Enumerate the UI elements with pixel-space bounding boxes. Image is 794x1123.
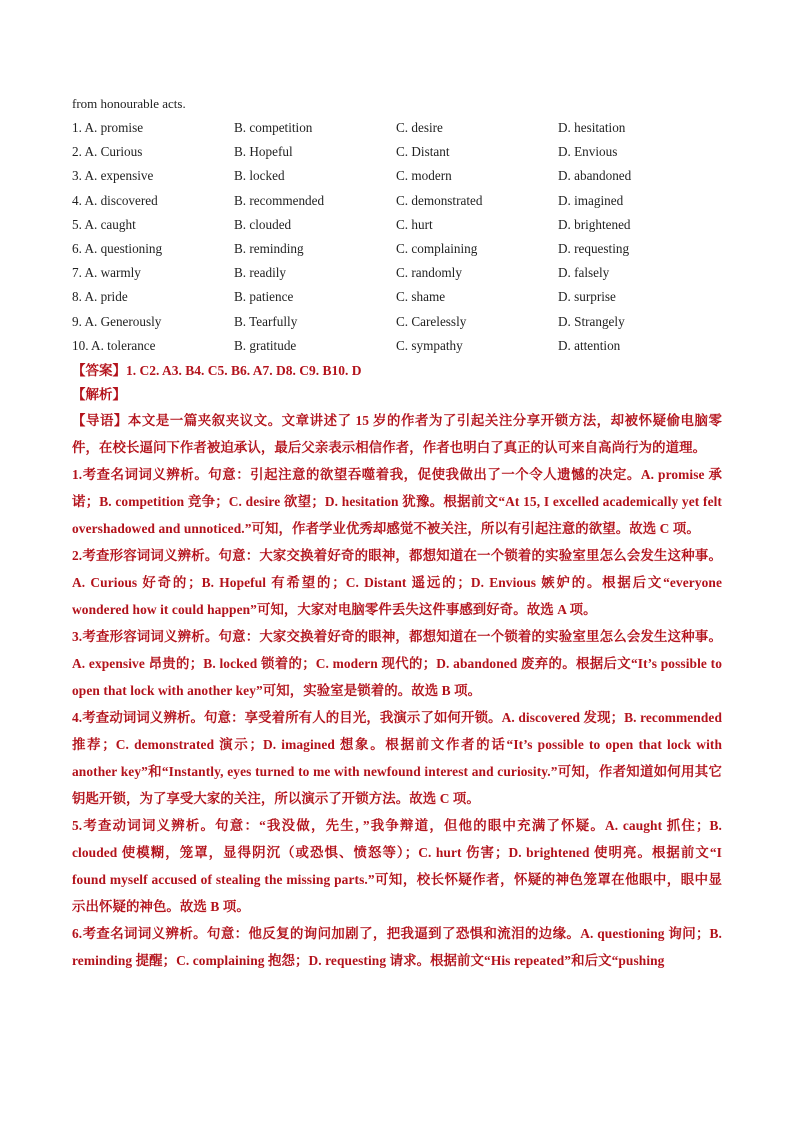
option-a: 8. A. pride (72, 289, 128, 305)
option-c: C. hurt (396, 216, 433, 232)
option-b: B. locked (234, 168, 285, 184)
option-a: 3. A. expensive (72, 168, 154, 184)
option-c: C. desire (396, 120, 443, 136)
option-a: 6. A. questioning (72, 241, 163, 257)
option-row (72, 164, 722, 188)
explanation-1: 1.考查名词词义辨析。句意：引起注意的欲望吞噬着我，促使我做出了一个令人遗憾的决定。A. promise 承诺；B. competition 竞争；C. desire 欲望；D. hesitation 犹豫。根据前文“At 15, I excelled academically yet felt overshadowed and unnoticed.”可知，作者学业优秀却感觉不被关注，所以有引起注意的欲望。故选 C 项。 (72, 466, 722, 536)
option-row (72, 261, 722, 285)
option-d: D. abandoned (558, 168, 632, 184)
document-page (72, 94, 722, 974)
option-a: 10. A. tolerance (72, 337, 156, 353)
option-d: D. hesitation (558, 120, 626, 136)
option-b: B. readily (234, 265, 287, 281)
option-d: D. imagined (558, 192, 624, 208)
option-b: B. clouded (234, 216, 292, 232)
option-d: D. brightened (558, 216, 631, 232)
option-c: C. randomly (396, 265, 462, 281)
option-b: B. gratitude (234, 337, 297, 353)
option-c: C. shame (396, 289, 446, 305)
option-b: B. competition (234, 120, 313, 136)
option-d: D. surprise (558, 289, 616, 305)
option-c: C. modern (396, 168, 452, 184)
option-d: D. requesting (558, 241, 630, 257)
option-c: C. demonstrated (396, 192, 483, 208)
option-row (72, 334, 722, 358)
option-d: D. Envious (558, 144, 618, 160)
option-c: C. Carelessly (396, 313, 467, 329)
explanation-5: 5.考查动词词义辨析。句意：“我没做，先生，”我争辩道，但他的眼中充满了怀疑。A. caught 抓住；B. clouded 使模糊，笼罩，显得阴沉（或恐惧、愤怒等）；C. hurt 伤害；D. brightened 使明亮。根据前文“I found myself accused of stealing the missing parts.”可知，校长怀疑作者，怀疑的神色笼罩在他眼中，眼中显示出怀疑的神色。故选 B 项。 (72, 817, 722, 914)
option-d: D. falsely (558, 265, 610, 281)
option-row (72, 140, 722, 164)
explanation-4: 4.考查动词词义辨析。句意：享受着所有人的目光，我演示了如何开锁。A. discovered 发现；B. recommended 推荐；C. demonstrated 演示；D. imagined 想象。根据前文作者的话“It’s possible to open that lock with another key”和“Instantly, eyes turned to me with newfound interest and curiosity.”可知，作者知道如何用其它钥匙开锁，为了享受大家的关注，所以演示了开锁方法。故选 C 项。 (72, 709, 722, 806)
guide-paragraph: 【导语】本文是一篇夹叙夹议文。文章讲述了 15 岁的作者为了引起关注分享开锁方法，却被怀疑偷电脑零件，在校长逼问下作者被迫承认，最后父亲表示相信作者，作者也明白了真正的认可来自高尚行为的道理。 (72, 412, 722, 455)
analysis-heading: 【解析】 (72, 386, 126, 402)
options-list (72, 116, 722, 358)
option-b: B. reminding (234, 241, 304, 257)
option-row (72, 310, 722, 334)
option-a: 1. A. promise (72, 120, 144, 136)
explanation-3: 3.考查形容词词义辨析。句意：大家交换着好奇的眼神，都想知道在一个锁着的实验室里怎么会发生这种事。A. expensive 昂贵的；B. locked 锁着的；C. modern 现代的；D. abandoned 废弃的。根据后文“It’s possible to open that lock with another key”可知，实验室是锁着的。故选 B 项。 (72, 628, 722, 698)
option-a: 5. A. caught (72, 216, 136, 232)
explanation-2: 2.考查形容词词义辨析。句意：大家交换着好奇的眼神，都想知道在一个锁着的实验室里怎么会发生这种事。A. Curious 好奇的；B. Hopeful 有希望的；C. Distant 遥远的；D. Envious 嫉妒的。根据后文“everyone wondered how it could happen”可知，大家对电脑零件丢失这件事感到好奇。故选 A 项。 (72, 547, 722, 617)
explanation-6: 6.考查名词词义辨析。句意：他反复的询问加剧了，把我逼到了恐惧和流泪的边缘。A. questioning 询问；B. reminding 提醒；C. complaining 抱怨；D. requesting 请求。根据前文“His repeated”和后文“pushing (72, 925, 722, 968)
option-c: C. complaining (396, 241, 478, 257)
option-row (72, 213, 722, 237)
option-b: B. Hopeful (234, 144, 293, 160)
option-row (72, 285, 722, 309)
option-a: 9. A. Generously (72, 313, 162, 329)
option-c: C. Distant (396, 144, 450, 160)
option-d: D. attention (558, 337, 621, 353)
option-b: B. recommended (234, 192, 325, 208)
option-b: B. patience (234, 289, 294, 305)
option-row (72, 189, 722, 213)
option-a: 7. A. warmly (72, 265, 141, 281)
option-a: 2. A. Curious (72, 144, 143, 160)
option-row (72, 116, 722, 140)
option-a: 4. A. discovered (72, 192, 158, 208)
passage-fragment: from honourable acts. (72, 96, 186, 111)
option-b: B. Tearfully (234, 313, 298, 329)
option-c: C. sympathy (396, 337, 463, 353)
option-d: D. Strangely (558, 313, 625, 329)
option-row (72, 237, 722, 261)
answer-key: 【答案】1. C2. A3. B4. C5. B6. A7. D8. C9. B10. D (72, 362, 362, 378)
